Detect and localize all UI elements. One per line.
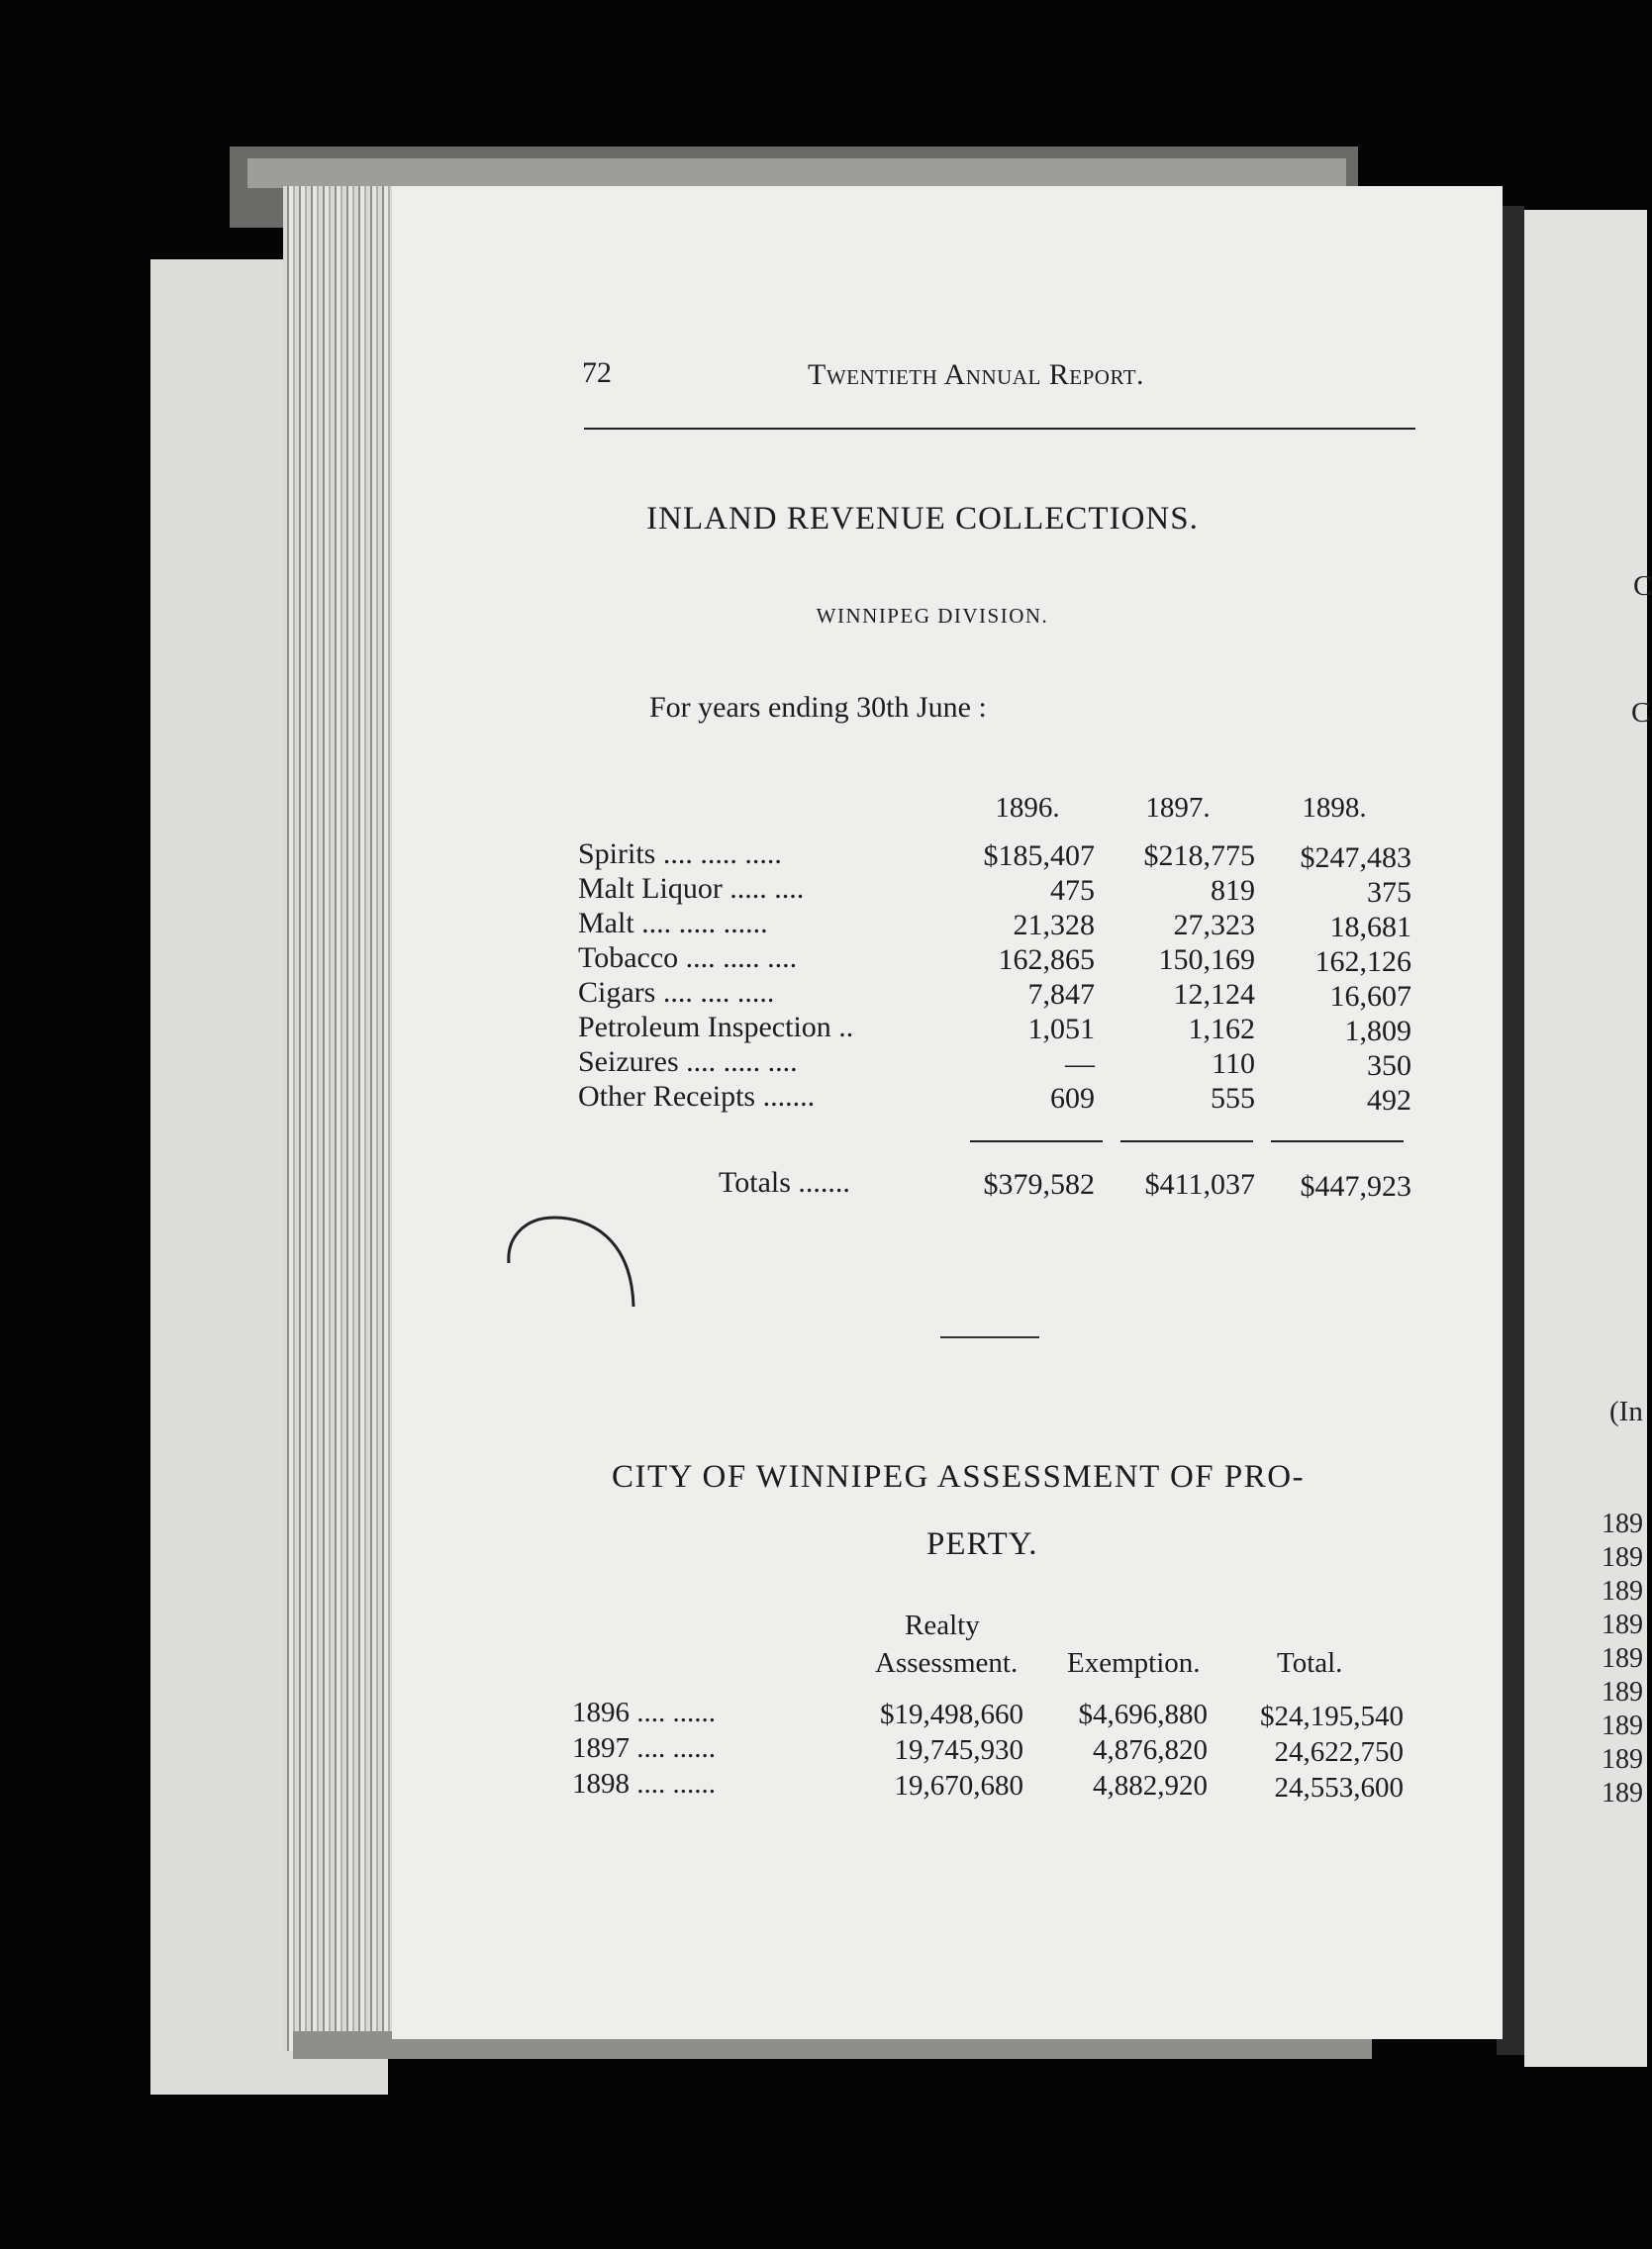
cell-value: 1,809: [1344, 1015, 1411, 1047]
sum-rule: [970, 1140, 1103, 1142]
row-label: Seizures .... ..... ....: [578, 1045, 798, 1078]
cell-value: 110: [1212, 1047, 1255, 1080]
column-header-year: 1897.: [1145, 792, 1211, 824]
total-value: $411,037: [1144, 1168, 1255, 1201]
row-label: Other Receipts .......: [578, 1080, 816, 1113]
cell-value: 19,745,930: [894, 1734, 1023, 1766]
row-label: Spirits .... ..... .....: [578, 837, 782, 870]
cell-value: 12,124: [1173, 978, 1255, 1011]
facing-page-year: 189: [1602, 1744, 1643, 1775]
facing-page-fragment: C: [1631, 697, 1651, 729]
facing-page-year: 189: [1602, 1677, 1643, 1708]
cell-value: 555: [1211, 1082, 1255, 1115]
cell-value: 162,865: [998, 943, 1095, 976]
page-stack-edge: [283, 186, 392, 2051]
cell-value: 24,553,600: [1274, 1772, 1404, 1804]
cell-value: 21,328: [1013, 909, 1095, 941]
pen-mark: [505, 1208, 643, 1326]
cell-value: 375: [1367, 876, 1411, 909]
cell-value: $247,483: [1300, 841, 1411, 874]
sum-rule: [1120, 1140, 1253, 1142]
totals-label: Totals .......: [719, 1166, 850, 1199]
report-title: [808, 358, 1144, 392]
facing-page-fragment: C: [1633, 570, 1652, 602]
cell-value: 27,323: [1173, 909, 1255, 941]
cell-value: $19,498,660: [880, 1699, 1023, 1730]
row-label: Tobacco .... ..... ....: [578, 941, 798, 974]
row-label: Malt .... ..... ......: [578, 907, 768, 939]
row-label: 1896 .... ......: [572, 1697, 716, 1728]
cell-value: 162,126: [1314, 945, 1411, 978]
total-value: $379,582: [983, 1168, 1095, 1201]
total-value: $447,923: [1300, 1170, 1411, 1203]
cell-value: 19,670,680: [894, 1770, 1023, 1802]
facing-page-year: 189: [1602, 1542, 1643, 1573]
facing-page-fragment: (In: [1609, 1396, 1643, 1427]
column-header-total: Total.: [1277, 1647, 1343, 1679]
column-header-year: 1898.: [1302, 792, 1367, 824]
section-title-assessment: CITY OF WINNIPEG ASSESSMENT OF PRO-: [612, 1459, 1306, 1495]
facing-page-year: 189: [1602, 1509, 1643, 1539]
cell-value: 18,681: [1329, 911, 1411, 943]
cell-value: $218,775: [1143, 839, 1255, 872]
cell-value: 4,882,920: [1093, 1770, 1208, 1802]
row-label: Cigars .... .... .....: [578, 976, 775, 1009]
section-title-inland-revenue: INLAND REVENUE COLLECTIONS.: [646, 501, 1199, 537]
section-intro: For years ending 30th June :: [649, 691, 987, 724]
cell-value: 475: [1050, 874, 1095, 907]
cell-value: 4,876,820: [1093, 1734, 1208, 1766]
facing-page-year: 189: [1602, 1778, 1643, 1809]
cell-value: 819: [1211, 874, 1255, 907]
cell-value: 609: [1050, 1082, 1095, 1115]
column-header-exemption: Exemption.: [1067, 1647, 1201, 1679]
facing-page-year: 189: [1602, 1711, 1643, 1741]
cell-value: 350: [1367, 1049, 1411, 1082]
column-header-realty-assessment: Assessment.: [875, 1647, 1019, 1679]
row-label: Malt Liquor ..... ....: [578, 872, 805, 905]
section-subtitle-division: WINNIPEG DIVISION.: [816, 604, 1049, 628]
row-label: 1898 .... ......: [572, 1768, 716, 1800]
cell-value: 492: [1367, 1084, 1411, 1117]
cell-value: 7,847: [1027, 978, 1095, 1011]
cell-value: $4,696,880: [1078, 1699, 1208, 1730]
column-header-year: 1896.: [995, 792, 1060, 824]
cell-value: 150,169: [1158, 943, 1255, 976]
cell-value: 24,622,750: [1274, 1736, 1404, 1768]
cell-value: $185,407: [983, 839, 1095, 872]
row-label: Petroleum Inspection ..: [578, 1011, 854, 1043]
cell-value: —: [1065, 1047, 1095, 1080]
section-title-assessment-continued: PERTY.: [926, 1526, 1038, 1562]
cell-value: $24,195,540: [1260, 1701, 1404, 1732]
header-rule: [584, 428, 1415, 430]
cell-value: 1,162: [1188, 1013, 1255, 1045]
page-number: 72: [582, 356, 612, 389]
cell-value: 16,607: [1329, 980, 1411, 1013]
facing-page-year: 189: [1602, 1576, 1643, 1607]
section-divider: [990, 1336, 1039, 1338]
facing-page-year: 189: [1602, 1610, 1643, 1640]
column-header-realty: Realty: [905, 1610, 980, 1641]
cell-value: 1,051: [1027, 1013, 1095, 1045]
facing-page-year: 189: [1602, 1643, 1643, 1674]
row-label: 1897 .... ......: [572, 1732, 716, 1764]
report-title-text: Twentieth Annual Report.: [808, 358, 1145, 391]
book-top-edge-highlight: [247, 158, 1346, 188]
sum-rule: [1271, 1140, 1404, 1142]
